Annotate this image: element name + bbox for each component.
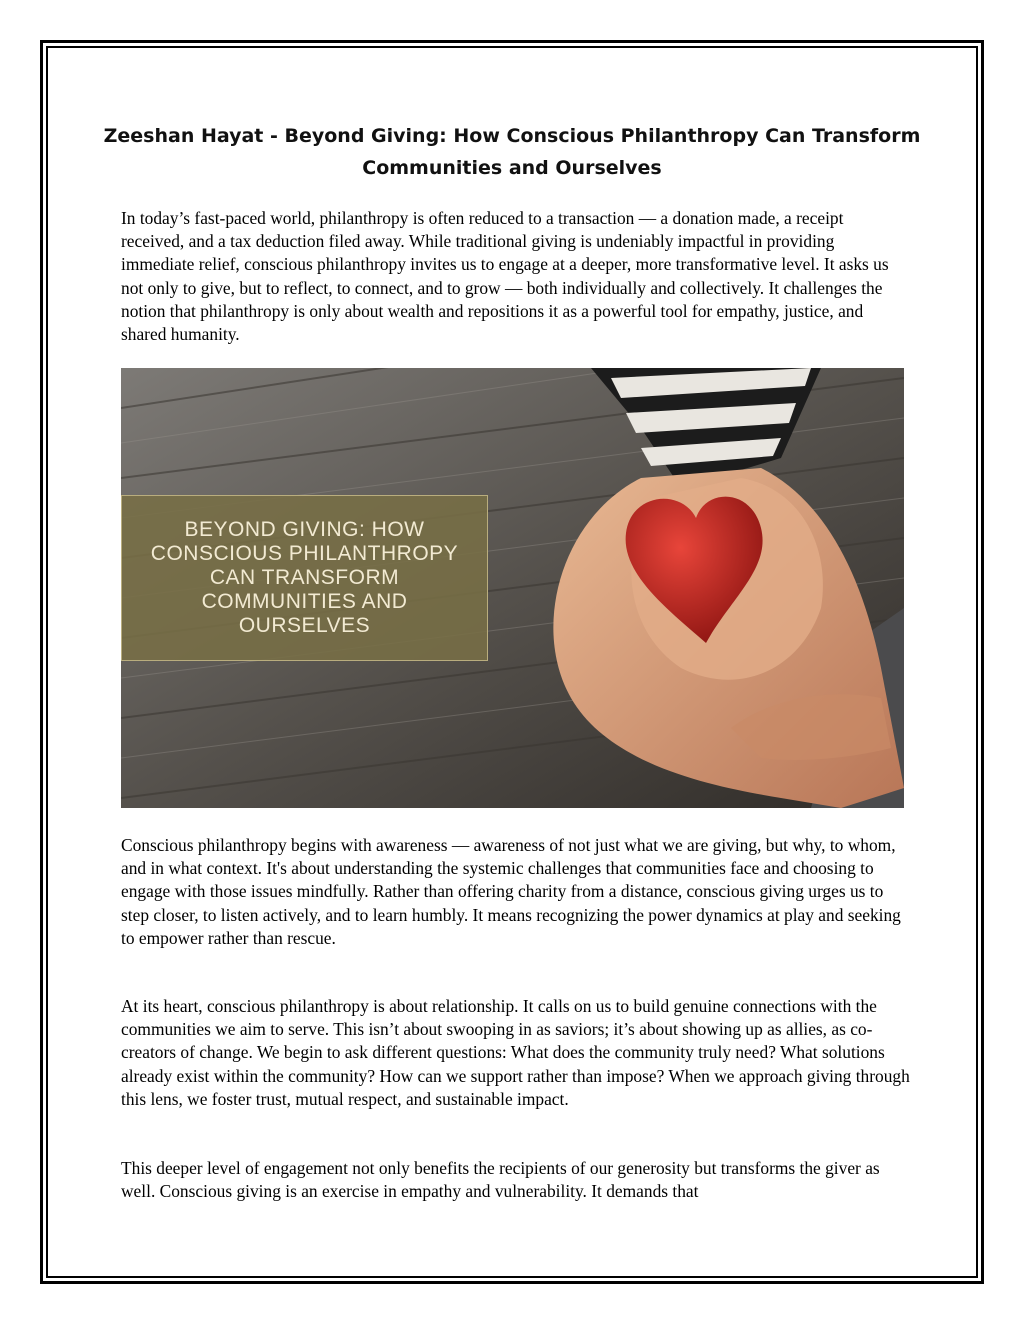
paragraph-4: This deeper level of engagement not only benefits the recipients of our generosity but transforms the giver as well. Conscious giving is an exercise in empathy and vulnerability. It demands that [121,1158,880,1202]
paragraph-3: At its heart, conscious philanthropy is about relationship. It calls on us to build genuine connections with the communities we aim to serve. This isn’t about swooping in as saviors; it’s about showing up as allies, as co-creators of change. We begin to ask different questions: What does the community truly need? What solutions already exist within the community? How can we support rather than impose? When we approach giving through this lens, we foster trust, mutual respect, and sustainable impact. [121,996,910,1109]
document-title: Zeeshan Hayat - Beyond Giving: How Conscious Philanthropy Can Transform Communities and Ourselves [103,125,921,179]
banner-text: BEYOND GIVING: HOW CONSCIOUS PHILANTHROPY CAN TRANSFORM COMMUNITIES AND OURSELVES [150,518,459,637]
paragraph-2: Conscious philanthropy begins with awareness — awareness of not just what we are giving, but why, to whom, and in what context. It's about understanding the systemic challenges that communities face and choosing to engage with those issues mindfully. Rather than offering charity from a distance, conscious giving urges us to step closer, to listen actively, and to learn humbly. It means recognizing the power dynamics at play and seeking to empower rather than rescue. [121,835,901,948]
paragraph-1: In today’s fast-paced world, philanthropy is often reduced to a transaction — a donation made, a receipt received, and a tax deduction filed away. While traditional giving is undeniably impactful in providing immediate relief, conscious philanthropy invites us to engage at a deeper, more transformative level. It asks us not only to give, but to reflect, to connect, and to grow — both individually and collectively. It challenges the notion that philanthropy is only about wealth and repositions it as a powerful tool for empathy, justice, and shared humanity. [121,208,889,345]
hero-image [121,368,904,808]
image-banner [121,495,488,661]
